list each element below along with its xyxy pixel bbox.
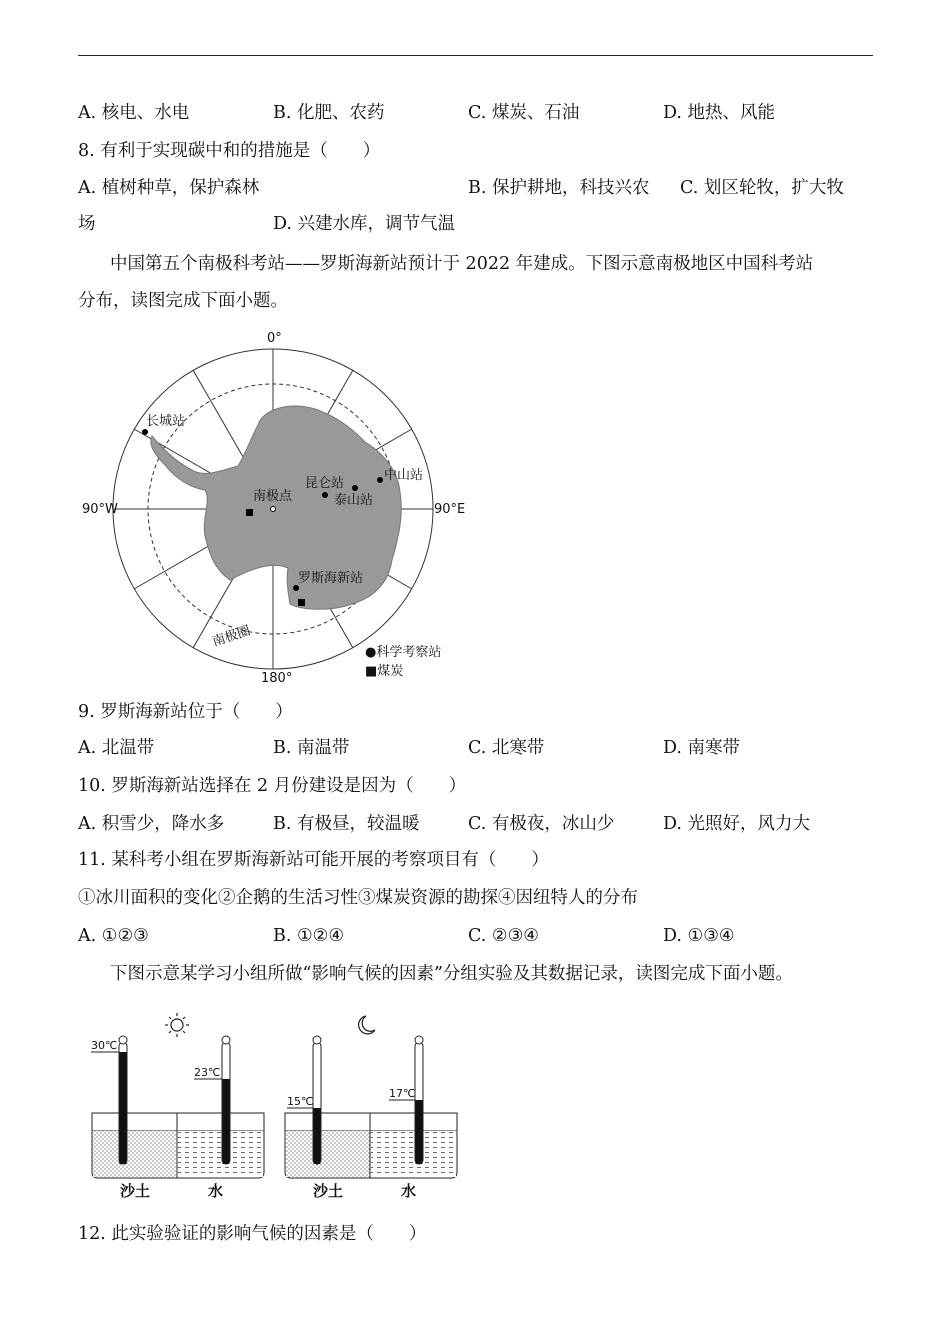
day-container <box>92 1113 264 1178</box>
q11-option-a[interactable]: A. ①②③ <box>78 926 149 946</box>
lon-90e-label: 90°E <box>434 502 466 517</box>
sun-icon <box>165 1013 189 1037</box>
q10-option-a[interactable]: A. 积雪少，降水多 <box>78 814 225 834</box>
q9-option-b[interactable]: B. 南温带 <box>273 738 350 758</box>
south-pole-label: 南极点 <box>253 489 293 504</box>
taishan-station-marker <box>352 485 358 491</box>
q11-option-c[interactable]: C. ②③④ <box>468 926 539 946</box>
thermometer-night-sand <box>313 1036 321 1164</box>
south-pole-marker <box>271 507 276 512</box>
day-water-label: 水 <box>208 1182 224 1200</box>
coal-marker-2 <box>298 599 305 606</box>
kunlun-station-marker <box>322 492 328 498</box>
changcheng-station-marker <box>142 429 148 435</box>
passage2: 下图示意某学习小组所做“影响气候的因素”分组实验及其数据记录，读图完成下面小题。 <box>110 964 793 984</box>
lon-0-label: 0° <box>267 331 282 346</box>
thermometer-day-water <box>222 1036 230 1164</box>
taishan-station-label: 泰山站 <box>334 493 374 508</box>
q8-option-a[interactable]: A. 植树种草，保护森林 <box>78 178 260 198</box>
q9-stem: 9. 罗斯海新站位于（ ） <box>78 702 293 722</box>
q9-option-a[interactable]: A. 北温带 <box>78 738 155 758</box>
q10-stem: 10. 罗斯海新站选择在 2 月份建设是因为（ ） <box>78 776 467 796</box>
thermometer-day-sand <box>119 1036 127 1164</box>
lon-180-label: 180° <box>261 671 293 686</box>
kunlun-station-label: 昆仑站 <box>305 476 345 491</box>
q7-option-d[interactable]: D. 地热、风能 <box>663 103 776 123</box>
q8-option-d[interactable]: D. 兴建水库，调节气温 <box>273 214 456 234</box>
legend-station: ●科学考察站 <box>365 645 442 660</box>
q9-option-c[interactable]: C. 北寒带 <box>468 738 545 758</box>
zhongshan-station-label: 中山站 <box>384 468 424 483</box>
antarctic-circle-label: 南极圈 <box>210 623 253 650</box>
q7-option-a[interactable]: A. 核电、水电 <box>78 103 190 123</box>
q9-option-d[interactable]: D. 南寒带 <box>663 738 741 758</box>
night-container <box>285 1113 457 1178</box>
legend-coal: ■煤炭 <box>365 664 404 679</box>
q8-option-b[interactable]: B. 保护耕地，科技兴农 <box>468 178 650 198</box>
coal-marker-1 <box>246 509 253 516</box>
q8-stem: 8. 有利于实现碳中和的措施是（ ） <box>78 141 381 161</box>
passage1-line2: 分布，读图完成下面小题。 <box>78 291 288 311</box>
antarctic-map <box>78 322 478 687</box>
thermometer-night-water <box>415 1036 423 1164</box>
q11-stem: 11. 某科考小组在罗斯海新站可能开展的考察项目有（ ） <box>78 850 549 870</box>
q10-option-b[interactable]: B. 有极昼，较温暖 <box>273 814 420 834</box>
changcheng-station-label: 长城站 <box>146 414 186 429</box>
passage1-line1: 中国第五个南极科考站——罗斯海新站预计于 2022 年建成。下图示意南极地区中国科考站 <box>110 254 814 274</box>
q10-option-c[interactable]: C. 有极夜，冰山少 <box>468 814 615 834</box>
q8-option-c-continued: 场 <box>78 214 96 234</box>
header-rule <box>78 55 873 56</box>
q8-option-c[interactable]: C. 划区轮牧，扩大牧 <box>680 178 844 198</box>
q11-option-d[interactable]: D. ①③④ <box>663 926 735 946</box>
experiment-figure <box>80 1005 480 1205</box>
q7-option-c[interactable]: C. 煤炭、石油 <box>468 103 580 123</box>
night-water-temp: 17℃ <box>389 1087 416 1100</box>
night-water-label: 水 <box>401 1182 417 1200</box>
rosssea-station-label: 罗斯海新站 <box>298 571 364 586</box>
q10-option-d[interactable]: D. 光照好，风力大 <box>663 814 811 834</box>
q12-stem: 12. 此实验验证的影响气候的因素是（ ） <box>78 1224 427 1244</box>
night-sand-label: 沙土 <box>313 1182 344 1200</box>
day-sand-temp: 30℃ <box>91 1039 118 1052</box>
day-sand-label: 沙土 <box>120 1182 151 1200</box>
zhongshan-station-marker <box>377 477 383 483</box>
q11-items: ①冰川面积的变化②企鹅的生活习性③煤炭资源的勘探④因纽特人的分布 <box>78 888 638 908</box>
moon-icon <box>359 1016 375 1034</box>
day-water-temp: 23℃ <box>194 1066 221 1079</box>
q11-option-b[interactable]: B. ①②④ <box>273 926 345 946</box>
night-sand-temp: 15℃ <box>287 1095 314 1108</box>
lon-90w-label: 90°W <box>82 502 118 517</box>
q7-option-b[interactable]: B. 化肥、农药 <box>273 103 385 123</box>
